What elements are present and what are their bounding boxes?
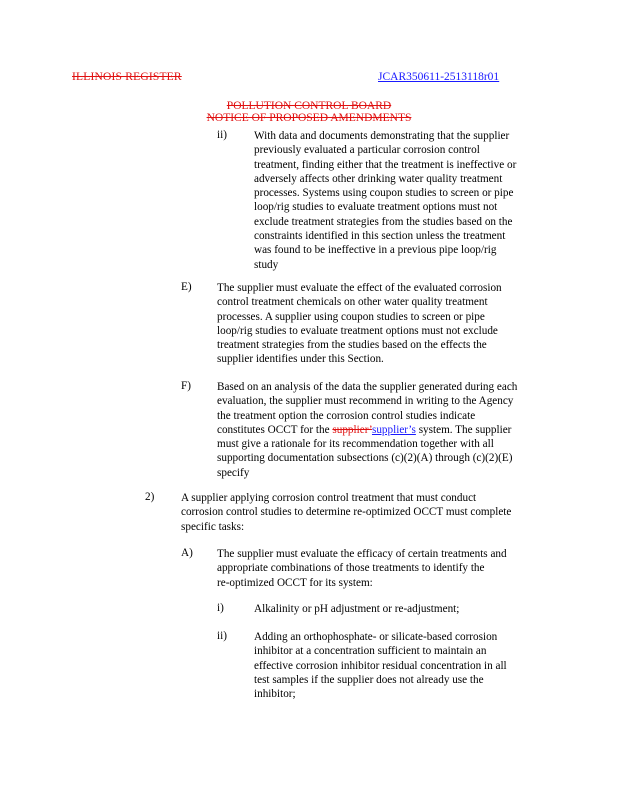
text-line: was found to be ineffective in a previous pipe loop/rig bbox=[254, 244, 497, 257]
text-span: system. The supplier bbox=[415, 423, 512, 436]
agency-heading bbox=[0, 100, 618, 124]
text-line: the treatment option the corrosion control studies indicate bbox=[217, 409, 476, 422]
item-ii-b-text bbox=[254, 630, 507, 701]
item-a-text bbox=[217, 547, 507, 590]
notice-title: NOTICE OF PROPOSED AMENDMENTS bbox=[206, 112, 412, 124]
text-line: loop/rig studies to evaluate treatment options must not bbox=[254, 201, 498, 214]
text-line: re-optimized OCCT for its system: bbox=[217, 576, 373, 589]
text-line: constraints identified in this section unless the treatment bbox=[254, 230, 506, 243]
item-i-text bbox=[254, 602, 459, 616]
item-ii-label: ii) bbox=[217, 129, 227, 141]
text-line: supplier identifies under this Section. bbox=[217, 353, 384, 366]
text-line: inhibitor at a concentration sufficient to maintain an bbox=[254, 645, 487, 658]
text-line: treatment, finding either that the treatment is ineffective or bbox=[254, 158, 517, 171]
text-line: inhibitor; bbox=[254, 688, 296, 701]
text-span: constitutes OCCT for the bbox=[217, 423, 333, 436]
text-line: evaluation, the supplier must recommend in writing to the Agency bbox=[217, 395, 514, 408]
agency-name: POLLUTION CONTROL BOARD bbox=[226, 100, 392, 112]
item-i-label: i) bbox=[217, 602, 224, 614]
text-line: With data and documents demonstrating that the supplier bbox=[254, 130, 510, 142]
text-line: exclude treatment strategies from the studies based on the bbox=[254, 215, 513, 228]
text-line: supporting documentation subsections (c)(2)(A) through (c)(2)(E) bbox=[217, 452, 513, 465]
text-line: effective corrosion inhibitor residual concentration in all bbox=[254, 659, 507, 672]
inserted-text: supplier’s bbox=[371, 423, 416, 436]
text-line: A supplier applying corrosion control treatment that must conduct bbox=[181, 492, 477, 504]
text-line: Alkalinity or pH adjustment or re-adjustment; bbox=[254, 603, 460, 615]
item-ii-text bbox=[254, 129, 516, 272]
register-header: ILLINOIS REGISTER bbox=[72, 71, 182, 83]
text-line: loop/rig studies to evaluate treatment options must not exclude bbox=[217, 324, 498, 337]
text-line: study bbox=[254, 258, 279, 271]
text-line: The supplier must evaluate the efficacy of certain treatments and bbox=[217, 548, 507, 560]
text-line-with-edit bbox=[217, 423, 517, 437]
item-2-text bbox=[181, 491, 511, 534]
text-line: Based on an analysis of the data the supplier generated during each bbox=[217, 381, 518, 393]
text-line: processes. Systems using coupon studies to screen or pipe bbox=[254, 187, 514, 200]
text-line: must give a rationale for its recommendation together with all bbox=[217, 438, 494, 451]
text-line: adversely affects other drinking water quality treatment bbox=[254, 172, 503, 185]
item-ii-b-label: ii) bbox=[217, 630, 227, 642]
text-line: control treatment chemicals on other water quality treatment bbox=[217, 296, 488, 309]
item-e-label: E) bbox=[181, 281, 192, 293]
item-a-label: A) bbox=[181, 547, 193, 559]
text-line: corrosion control studies to determine re-optimized OCCT must complete bbox=[181, 506, 512, 519]
deleted-text: supplier’ bbox=[332, 423, 372, 436]
text-line: test samples if the supplier does not already use the bbox=[254, 673, 484, 686]
item-2-label: 2) bbox=[145, 491, 155, 503]
text-line: processes. A supplier using coupon studies to screen or pipe bbox=[217, 310, 485, 323]
item-e-text bbox=[217, 281, 502, 367]
text-line: appropriate combinations of those treatments to identify the bbox=[217, 562, 485, 575]
item-f-label: F) bbox=[181, 380, 191, 392]
text-line: treatment strategies from the studies based on the effects the bbox=[217, 339, 487, 352]
text-line: specify bbox=[217, 466, 250, 479]
text-line: specific tasks: bbox=[181, 520, 245, 533]
item-f-text bbox=[217, 380, 517, 480]
text-line: previously evaluated a particular corrosion control bbox=[254, 144, 480, 157]
text-line: Adding an orthophosphate- or silicate-based corrosion bbox=[254, 631, 498, 643]
text-line: The supplier must evaluate the effect of the evaluated corrosion bbox=[217, 282, 502, 294]
jcar-code: JCAR350611-2513118r01 bbox=[378, 71, 500, 83]
